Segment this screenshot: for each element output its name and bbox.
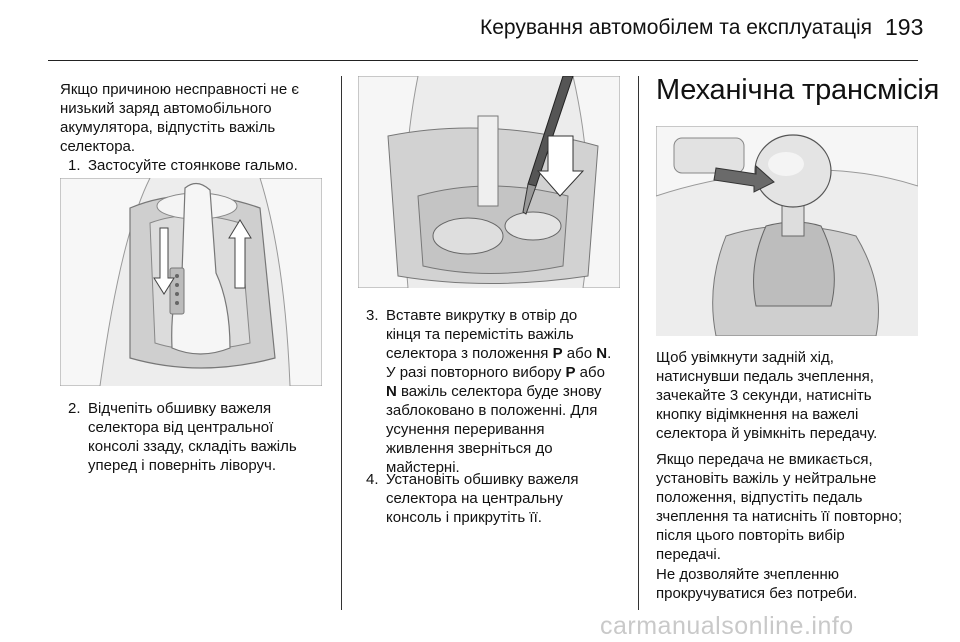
selector-lever-illustration (60, 178, 322, 386)
text-line: акумулятора, відпустіть важіль (60, 119, 276, 136)
figure-screwdriver (358, 76, 620, 288)
gear-key-n: N (386, 383, 397, 400)
step-number: 2. (68, 400, 81, 417)
text-line: Установіть обшивку важеля (386, 471, 579, 488)
text-line: Не дозволяйте зчепленню (656, 566, 839, 583)
text-line: селектора й увімкніть передачу. (656, 425, 878, 442)
step-number: 4. (366, 471, 379, 488)
gear-not-engaging-paragraph (656, 450, 936, 564)
step-3 (366, 306, 636, 477)
step-number: 1. (68, 157, 81, 174)
screwdriver-illustration (358, 76, 620, 288)
text-line: консолі ззаду, складіть важіль (88, 438, 297, 455)
text-line: майстерні. (386, 459, 460, 476)
text-line: низький заряд автомобільного (60, 100, 272, 117)
step-text (386, 306, 636, 477)
text-line: зачекайте 3 секунди, натисніть (656, 387, 872, 404)
text-line: Якщо причиною несправності не є (60, 81, 300, 98)
watermark: carmanualsonline.info (600, 612, 854, 640)
text-line: селектора з положення P або N. (386, 345, 612, 362)
step-2 (68, 399, 338, 475)
text-line: У разі повторного вибору P або (386, 364, 605, 381)
text-line: установіть важіль у нейтральне (656, 470, 877, 487)
step-1 (68, 156, 338, 175)
text-line: живлення зверніться до (386, 440, 553, 457)
text-line: натиснувши педаль зчеплення, (656, 368, 874, 385)
step-4 (366, 470, 636, 527)
text-line: селектора від центральної (88, 419, 274, 436)
header-rule (48, 60, 918, 61)
text-line: селектора. (60, 138, 136, 155)
text-line: Щоб увімкнути задній хід, (656, 349, 834, 366)
page-number: 193 (885, 14, 924, 40)
text-line: Відчепіть обшивку важеля (88, 400, 272, 417)
gear-key-n: N (596, 345, 608, 362)
text-line: уперед і поверніть ліворуч. (88, 457, 277, 474)
text-line: зчеплення та натисніть її повторно; (656, 508, 903, 525)
text-line: Якщо передача не вмикається, (656, 451, 873, 468)
column-divider-left (341, 76, 342, 610)
text-line: Вставте викрутку в отвір до (386, 307, 578, 324)
column-divider-right (638, 76, 639, 610)
step-text (386, 470, 636, 527)
clutch-slip-paragraph (656, 565, 936, 603)
text-line: кнопку відімкнення на важелі (656, 406, 859, 423)
gear-key-p: P (552, 345, 563, 362)
text-line: положення, відпустіть педаль (656, 489, 863, 506)
step-text: Застосуйте стоянкове гальмо. (88, 157, 298, 174)
text-line: заблоковано в положенні. Для (386, 402, 598, 419)
text-line: N важіль селектора буде знову (386, 383, 602, 400)
section-title: Механічна трансмісія (656, 74, 940, 106)
text-line: прокручуватися без потреби. (656, 585, 858, 602)
step-number: 3. (366, 307, 379, 324)
page-header-title: Керування автомобілем та експлуатація (480, 16, 873, 39)
reverse-gear-paragraph (656, 348, 936, 443)
text-line: консоль і прикрутіть її. (386, 509, 542, 526)
intro-paragraph (60, 80, 335, 156)
figure-manual-gear-knob (656, 126, 918, 336)
gear-knob-illustration (656, 126, 918, 336)
text-line: кінця та перемістіть важіль (386, 326, 574, 343)
figure-selector-lever (60, 178, 322, 386)
text-line: усунення переривання (386, 421, 545, 438)
step-text (88, 399, 338, 475)
gear-key-p: P (565, 364, 576, 381)
text-line: після цього повторіть вибір (656, 527, 845, 544)
text-line: селектора на центральну (386, 490, 563, 507)
text-line: передачі. (656, 546, 721, 563)
